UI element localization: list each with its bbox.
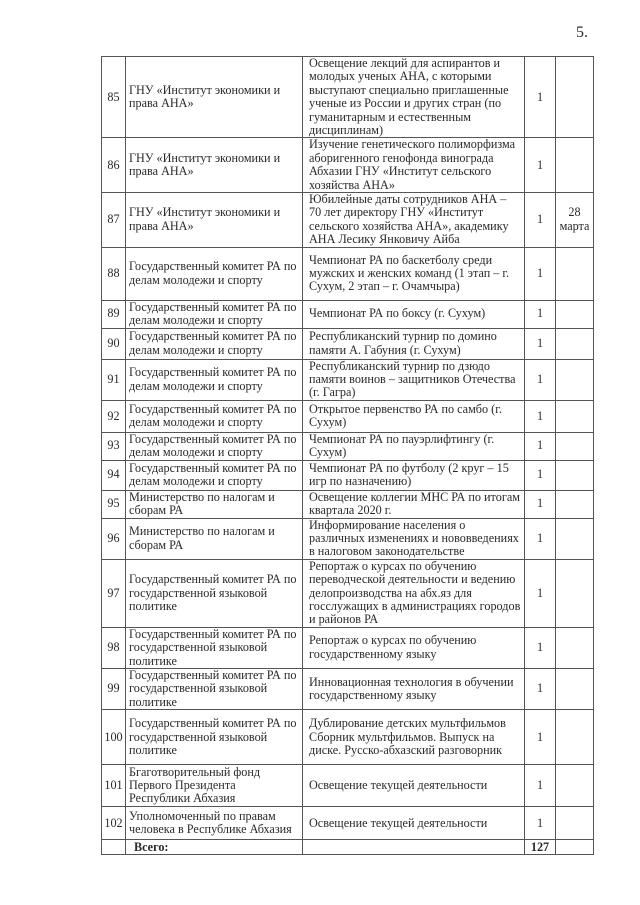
table-row	[102, 57, 594, 138]
table-row	[102, 193, 594, 248]
description-cell: Чемпионат РА по пауэрлифтингу (г. Сухум)	[303, 432, 525, 460]
organization-cell: ГНУ «Институт экономики и права АНА»	[126, 57, 303, 138]
table-row	[102, 247, 594, 300]
row-number	[102, 840, 126, 855]
row-number: 87	[102, 193, 126, 248]
description-cell: Юбилейные даты сотрудников АНА – 70 лет директору ГНУ «Институт сельского хозяйства АНА», академику АНА Лесику Янковичу Айба	[303, 193, 525, 248]
table-row	[102, 490, 594, 518]
date-cell	[556, 359, 594, 400]
count-cell: 1	[525, 247, 556, 300]
row-number: 101	[102, 765, 126, 807]
organization-cell: ГНУ «Институт экономики и права АНА»	[126, 138, 303, 193]
description-cell	[303, 840, 525, 855]
organization-cell: Государственный комитет РА по делам молодежи и спорту	[126, 400, 303, 432]
date-cell	[556, 710, 594, 765]
date-cell	[556, 840, 594, 855]
organization-cell: Государственный комитет РА по делам молодежи и спорту	[126, 300, 303, 328]
organization-cell: Государственный комитет РА по государственной языковой политике	[126, 669, 303, 710]
table-row	[102, 807, 594, 840]
organization-cell: Государственный комитет РА по делам молодежи и спорту	[126, 460, 303, 490]
date-cell	[556, 669, 594, 710]
row-number: 93	[102, 432, 126, 460]
table-row	[102, 432, 594, 460]
count-cell: 1	[525, 807, 556, 840]
date-cell	[556, 460, 594, 490]
organization-cell: Государственный комитет РА по государственной языковой политике	[126, 559, 303, 627]
row-number: 85	[102, 57, 126, 138]
row-number: 92	[102, 400, 126, 432]
date-cell	[556, 490, 594, 518]
date-cell	[556, 627, 594, 668]
table-row	[102, 559, 594, 627]
table-row	[102, 765, 594, 807]
count-cell: 1	[525, 193, 556, 248]
row-number: 98	[102, 627, 126, 668]
date-cell	[556, 247, 594, 300]
table-row	[102, 460, 594, 490]
organization-cell: Государственный комитет РА по делам молодежи и спорту	[126, 359, 303, 400]
row-number: 86	[102, 138, 126, 193]
date-cell	[556, 400, 594, 432]
count-cell: 1	[525, 710, 556, 765]
table-row	[102, 669, 594, 710]
date-cell: 28 марта	[556, 193, 594, 248]
row-number: 96	[102, 518, 126, 559]
date-cell	[556, 57, 594, 138]
description-cell: Чемпионат РА по баскетболу среди мужских и женских команд (1 этап – г. Сухум, 2 этап – г. Очамчыра)	[303, 247, 525, 300]
organization-cell: Министерство по налогам и сборам РА	[126, 490, 303, 518]
table-row	[102, 627, 594, 668]
count-cell: 1	[525, 300, 556, 328]
count-cell: 1	[525, 559, 556, 627]
count-cell: 1	[525, 57, 556, 138]
count-cell: 1	[525, 432, 556, 460]
description-cell: Освещение текущей деятельности	[303, 807, 525, 840]
description-cell: Инновационная технология в обучении государственному языку	[303, 669, 525, 710]
table-row	[102, 518, 594, 559]
date-cell	[556, 432, 594, 460]
date-cell	[556, 807, 594, 840]
count-cell: 1	[525, 460, 556, 490]
date-cell	[556, 328, 594, 359]
description-cell: Освещение текущей деятельности	[303, 765, 525, 807]
count-cell: 1	[525, 138, 556, 193]
count-cell: 1	[525, 359, 556, 400]
organization-cell: Государственный комитет РА по делам молодежи и спорту	[126, 328, 303, 359]
description-cell: Изучение генетического полиморфизма аборигенного генофонда винограда Абхазии ГНУ «Институт сельского хозяйства АНА»	[303, 138, 525, 193]
organization-cell: Уполномоченный по правам человека в Республике Абхазия	[126, 807, 303, 840]
count-cell: 1	[525, 518, 556, 559]
row-number: 88	[102, 247, 126, 300]
description-cell: Открытое первенство РА по самбо (г. Сухум)	[303, 400, 525, 432]
count-cell: 1	[525, 328, 556, 359]
description-cell: Информирование населения о различных изменениях и нововведениях в налоговом законодательстве	[303, 518, 525, 559]
description-cell: Чемпионат РА по футболу (2 круг – 15 игр по назначению)	[303, 460, 525, 490]
organization-cell: Государственный комитет РА по государственной языковой политике	[126, 710, 303, 765]
table-row	[102, 300, 594, 328]
total-row	[102, 840, 594, 855]
organization-cell: Государственный комитет РА по делам молодежи и спорту	[126, 247, 303, 300]
row-number: 89	[102, 300, 126, 328]
table-row	[102, 138, 594, 193]
table-row	[102, 710, 594, 765]
table-row	[102, 328, 594, 359]
date-cell	[556, 300, 594, 328]
row-number: 90	[102, 328, 126, 359]
description-cell: Репортаж о курсах по обучению переводческой деятельности и ведению делопроизводства на абх.яз для госслужащих в администрациях городов и районов РА	[303, 559, 525, 627]
total-count: 127	[525, 840, 556, 855]
count-cell: 1	[525, 627, 556, 668]
organization-cell: Государственный комитет РА по государственной языковой политике	[126, 627, 303, 668]
row-number: 97	[102, 559, 126, 627]
row-number: 100	[102, 710, 126, 765]
date-cell	[556, 765, 594, 807]
description-cell: Освещение лекций для аспирантов и молодых ученых АНА, с которыми выступают специально приглашенные ученые из России и других стран (по гуманитарным и естественным дисциплинам)	[303, 57, 525, 138]
count-cell: 1	[525, 490, 556, 518]
row-number: 94	[102, 460, 126, 490]
organization-cell: Государственный комитет РА по делам молодежи и спорту	[126, 432, 303, 460]
count-cell: 1	[525, 400, 556, 432]
table-row	[102, 400, 594, 432]
description-cell: Республиканский турнир по дзюдо памяти воинов – защитников Отечества (г. Гагра)	[303, 359, 525, 400]
description-cell: Республиканский турнир по домино памяти А. Габуния (г. Сухум)	[303, 328, 525, 359]
description-cell: Чемпионат РА по боксу (г. Сухум)	[303, 300, 525, 328]
table-row	[102, 359, 594, 400]
media-plan-table	[101, 56, 594, 855]
organization-cell: Бгаготворительный фонд Первого Президента Республики Абхазия	[126, 765, 303, 807]
date-cell	[556, 518, 594, 559]
description-cell: Репортаж о курсах по обучению государственному языку	[303, 627, 525, 668]
description-cell: Освещение коллегии МНС РА по итогам квартала 2020 г.	[303, 490, 525, 518]
description-cell: Дублирование детских мультфильмов Сборник мультфильмов. Выпуск на диске. Русско-абхазский разговорник	[303, 710, 525, 765]
count-cell: 1	[525, 669, 556, 710]
total-label: Всего:	[126, 840, 303, 855]
organization-cell: ГНУ «Институт экономики и права АНА»	[126, 193, 303, 248]
count-cell: 1	[525, 765, 556, 807]
organization-cell: Министерство по налогам и сборам РА	[126, 518, 303, 559]
row-number: 102	[102, 807, 126, 840]
date-cell	[556, 559, 594, 627]
row-number: 99	[102, 669, 126, 710]
row-number: 95	[102, 490, 126, 518]
page-number: 5.	[576, 24, 588, 41]
row-number: 91	[102, 359, 126, 400]
date-cell	[556, 138, 594, 193]
